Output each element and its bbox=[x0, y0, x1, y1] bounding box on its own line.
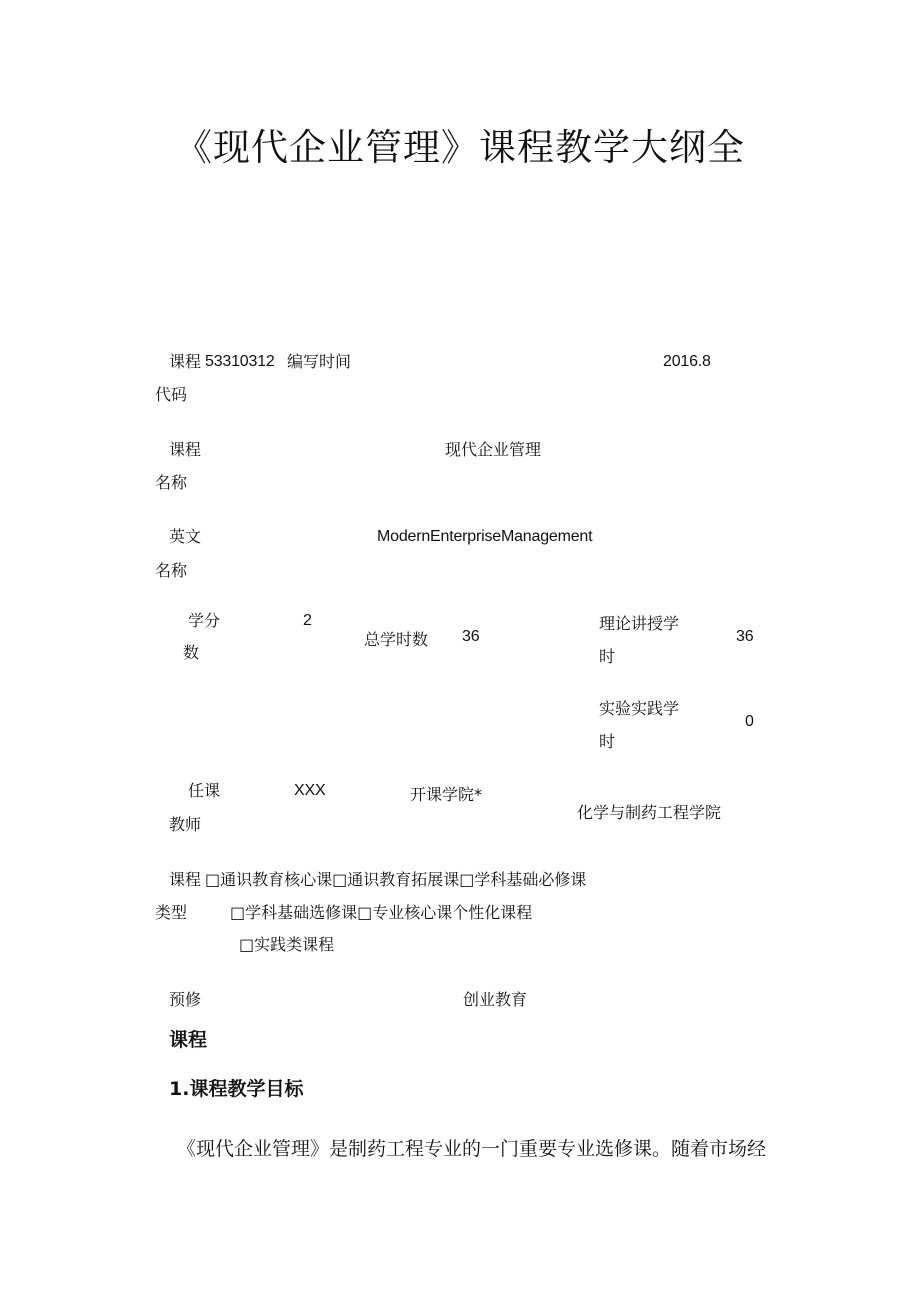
document-title: 《现代企业管理》课程教学大纲全 bbox=[175, 126, 745, 169]
theory-hours-label-line1: 理论讲授学 bbox=[599, 614, 680, 633]
credits-label-line2: 数 bbox=[183, 643, 200, 662]
objectives-heading: 1.课程教学目标 bbox=[169, 1078, 304, 1100]
teacher-value: XXX bbox=[294, 782, 326, 799]
teacher-label-line1: 任课 bbox=[188, 781, 221, 800]
course-type-label-line2: 类型 bbox=[155, 903, 188, 922]
objectives-paragraph: 《现代企业管理》是制药工程专业的一门重要专业选修课。随着市场经 bbox=[177, 1138, 767, 1160]
lab-hours-label-line1: 实验实践学 bbox=[599, 699, 680, 718]
total-hours-label: 总学时数 bbox=[364, 630, 429, 649]
written-time-value: 2016.8 bbox=[663, 353, 711, 370]
course-code-label-line1: 课程 bbox=[169, 352, 202, 371]
credits-label-line1: 学分 bbox=[188, 611, 221, 630]
college-value: 化学与制药工程学院 bbox=[577, 803, 722, 822]
teacher-label-line2: 教师 bbox=[169, 815, 202, 834]
prerequisite-label: 预修 bbox=[169, 990, 202, 1009]
total-hours-value: 36 bbox=[462, 628, 480, 645]
english-name-label-line2: 名称 bbox=[155, 561, 188, 580]
course-name-label-line2: 名称 bbox=[155, 473, 188, 492]
theory-hours-value: 36 bbox=[736, 628, 754, 645]
written-time-label: 编写时间 bbox=[287, 352, 352, 371]
prerequisite-value: 创业教育 bbox=[463, 990, 528, 1009]
theory-hours-label-line2: 时 bbox=[599, 647, 616, 666]
english-name-value: ModernEnterpriseManagement bbox=[377, 528, 593, 545]
course-type-label-line1: 课程 bbox=[169, 870, 202, 889]
course-code-label-line2: 代码 bbox=[155, 385, 188, 404]
course-name-value: 现代企业管理 bbox=[445, 440, 542, 459]
college-label: 开课学院* bbox=[410, 785, 483, 804]
course-name-label-line1: 课程 bbox=[169, 440, 202, 459]
english-name-label-line1: 英文 bbox=[169, 527, 202, 546]
course-type-options-line1: □通识教育核心课□通识教育拓展课□学科基础必修课 bbox=[205, 870, 587, 889]
course-type-options-line2: □学科基础选修课□专业核心课个性化课程 bbox=[230, 903, 533, 922]
credits-value: 2 bbox=[303, 612, 312, 629]
course-section-heading: 课程 bbox=[169, 1029, 208, 1051]
lab-hours-label-line2: 时 bbox=[599, 732, 616, 751]
course-code-value: 53310312 bbox=[205, 353, 275, 370]
course-type-options-line3: □实践类课程 bbox=[239, 935, 335, 954]
lab-hours-value: 0 bbox=[745, 713, 754, 730]
